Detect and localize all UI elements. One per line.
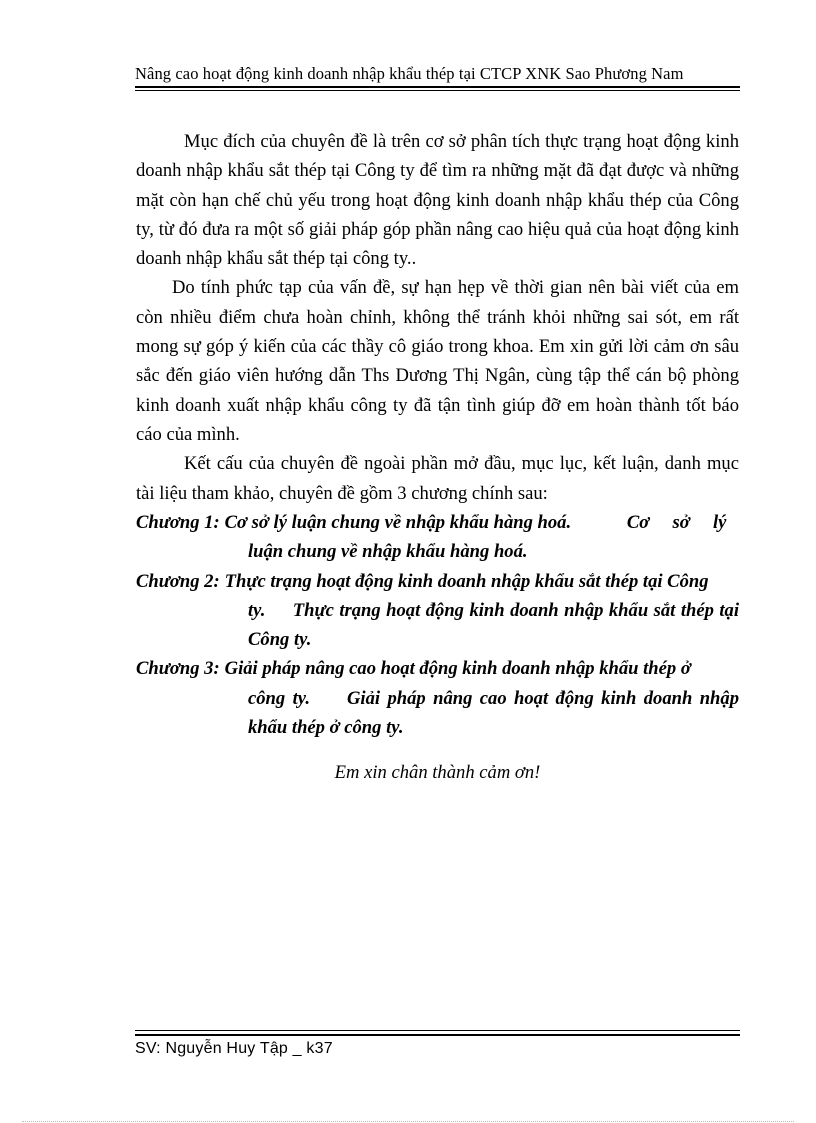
chapter-title-continuation: ty. Thực trạng hoạt động kinh doanh nhập khẩu sắt thép tại Công ty. <box>248 599 744 651</box>
chapter-title-line: Giải pháp nâng cao hoạt động kinh doanh nhập khẩu thép ở <box>224 658 691 680</box>
chapter-item <box>136 654 744 742</box>
page-edge-divider <box>22 1121 794 1122</box>
chapter-title-line: Cơ sở lý luận chung về nhập khẩu hàng hoá. Cơ sở lý <box>224 512 727 533</box>
body-text <box>136 127 739 508</box>
chapter-title-line: Thực trạng hoạt động kinh doanh nhập khẩu sắt thép tại Công <box>224 570 709 592</box>
footer-rule-thin <box>135 1030 740 1031</box>
header-rule-thick <box>135 86 740 88</box>
chapter-list <box>136 508 744 742</box>
chapter-title-continuation: luận chung về nhập khẩu hàng hoá. <box>248 541 528 563</box>
paragraph-acknowledgement: Do tính phức tạp của vấn đề, sự hạn hẹp về thời gian nên bài viết của em còn nhiều điểm chưa hoàn chỉnh, không thể tránh khỏi những sai sót, em rất mong sự góp ý kiến của các thầy cô giáo trong khoa. Em xin gửi lời cảm ơn sâu sắc đến giáo viên hướng dẫn Ths Dương Thị Ngân, cùng tập thể cán bộ phòng kinh doanh xuất nhập khẩu công ty đã tận tình giúp đỡ em hoàn thành tốt báo cáo của mình. <box>136 277 739 445</box>
chapter-title-continuation: công ty. Giải pháp nâng cao hoạt động kinh doanh nhập khẩu thép ở công ty. <box>248 687 744 739</box>
header-rule-thin <box>135 90 740 91</box>
page-footer-author: SV: Nguyễn Huy Tập _ k37 <box>135 1040 333 1057</box>
chapter-item <box>136 567 744 655</box>
paragraph-purpose: Mục đích của chuyên đề là trên cơ sở phân tích thực trạng hoạt động kinh doanh nhập khẩu sắt thép tại Công ty để tìm ra những mặt đã đạt được và những mặt còn hạn chế chủ yếu trong hoạt động kinh doanh nhập khẩu thép của Công ty, từ đó đưa ra một số giải pháp góp phần nâng cao hiệu quả của hoạt động kinh doanh nhập khẩu sắt thép tại công ty.. <box>136 131 739 270</box>
chapter-item <box>136 508 739 567</box>
chapter-label: Chương 1: <box>136 512 220 533</box>
footer-rule-thick <box>135 1034 740 1036</box>
chapter-label: Chương 3: <box>136 658 220 680</box>
closing-thanks: Em xin chân thành cảm ơn! <box>334 762 541 783</box>
chapter-label: Chương 2: <box>136 570 220 592</box>
paragraph-structure: Kết cấu của chuyên đề ngoài phần mở đầu, mục lục, kết luận, danh mục tài liệu tham khảo, chuyên đề gồm 3 chương chính sau: <box>136 453 739 504</box>
page-header-title: Nâng cao hoạt động kinh doanh nhập khẩu thép tại CTCP XNK Sao Phương Nam <box>135 64 684 83</box>
